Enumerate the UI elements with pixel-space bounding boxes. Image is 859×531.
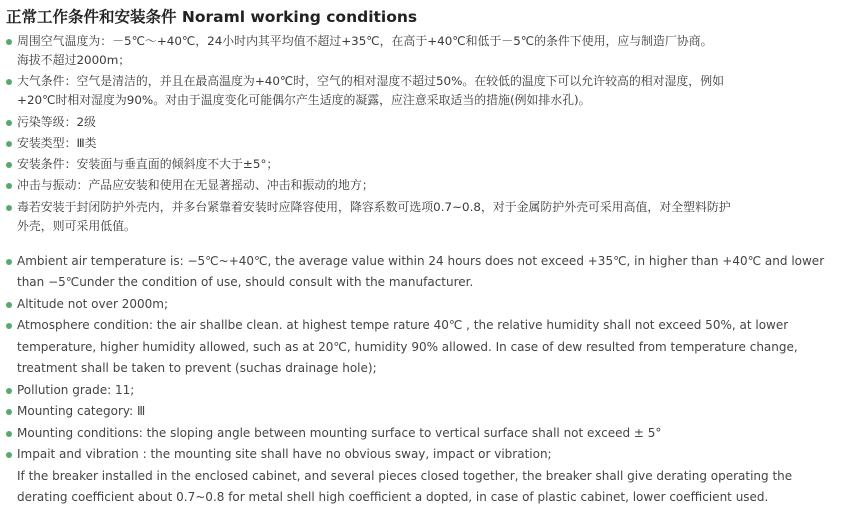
- english-conditions-list: [6, 251, 851, 509]
- zh-item-line: 毒若安装于封闭防护外壳内，并多台紧靠着安装时应降容使用，降容系数可选项0.7~0.8，对于金属防护外壳可采用高值，对全塑料防护: [17, 199, 731, 214]
- zh-item-line: 周围空气温度为：－5℃～+40℃，24小时内其平均值不超过+35℃，在高于+40℃和低于－5℃的条件下使用，应与制造厂协商。: [17, 34, 713, 48]
- zh-item-line: 大气条件：空气是清洁的，并且在最高温度为+40℃时，空气的相对湿度不超过50%。在较低的温度下可以允许较高的相对湿度，例如: [17, 74, 724, 89]
- zh-item: [6, 32, 851, 70]
- zh-item-line: +20℃时相对湿度为90%。对由于温度变化可能偶尔产生适度的凝露，应注意采取适当的措施(例如排水孔)。: [17, 93, 591, 108]
- bullet-dot-icon: [6, 120, 12, 126]
- bullet-dot-icon: [6, 39, 12, 45]
- en-item-line: temperature, higher humidity allowed, such as at 20℃, humidity 90% allowed. In case of dew resulted from temperature change,: [17, 339, 798, 354]
- en-item: [6, 251, 851, 294]
- bullet-dot-icon: [6, 431, 12, 437]
- zh-item: [6, 72, 851, 110]
- en-item-line: treatment shall be taken to prevent (suchas drainage hole);: [17, 361, 377, 376]
- bullet-dot-icon: [6, 388, 12, 394]
- en-item: [6, 444, 851, 509]
- bullet-dot-icon: [6, 141, 12, 147]
- zh-item-line: 海拔不超过2000m；: [17, 53, 131, 67]
- en-item: [6, 423, 851, 445]
- zh-item-line: 外壳，则可采用低值。: [17, 218, 136, 233]
- bullet-dot-icon: [6, 183, 12, 189]
- zh-item-line: 安装条件：安装面与垂直面的倾斜度不大于±5°；: [17, 157, 279, 172]
- en-item-line: Mounting category: Ⅲ: [17, 404, 146, 419]
- en-item: [6, 380, 851, 402]
- bullet-dot-icon: [6, 409, 12, 415]
- bullet-dot-icon: [6, 323, 12, 329]
- bullet-dot-icon: [6, 79, 12, 85]
- zh-item-line: 冲击与振动：产品应安装和使用在无显著摇动、冲击和振动的地方；: [17, 178, 374, 193]
- en-item-line: Ambient air temperature is: −5℃~+40℃, the average value within 24 hours does not exceed +35℃, in higher than +40℃ and lower: [17, 253, 825, 268]
- chinese-conditions-list: [6, 32, 851, 236]
- zh-item-line: 安装类型：Ⅲ类: [17, 135, 97, 150]
- bullet-dot-icon: [6, 302, 12, 308]
- en-item-line: derating coefficient about 0.7~0.8 for metal shell high coefficient a dopted, in case of plastic cabinet, lower coefficient used.: [17, 490, 769, 505]
- zh-item: [6, 113, 851, 132]
- zh-item: [6, 198, 851, 236]
- zh-item: [6, 134, 851, 153]
- zh-item: [6, 176, 851, 195]
- en-item-line: Pollution grade: 11;: [17, 382, 135, 397]
- en-item-line: than −5℃under the condition of use, should consult with the manufacturer.: [17, 275, 474, 290]
- page-title: 正常工作条件和安装条件 Noraml working conditions: [6, 8, 418, 26]
- en-item-line: Atmosphere condition: the air shallbe clean. at highest tempe rature 40℃ , the relative humidity shall not exceed 50%, at lower: [17, 318, 789, 333]
- en-item: [6, 401, 851, 423]
- zh-item-line: 污染等级：2级: [17, 114, 96, 129]
- bullet-dot-icon: [6, 259, 12, 265]
- en-item-line: Impait and vibration : the mounting site shall have no obvious sway, impact or vibration;: [17, 447, 552, 462]
- en-item-line: Mounting conditions: the sloping angle between mounting surface to vertical surface shall not exceed ± 5°: [17, 425, 662, 440]
- en-item: [6, 315, 851, 380]
- bullet-dot-icon: [6, 452, 12, 458]
- bullet-dot-icon: [6, 205, 12, 211]
- bullet-dot-icon: [6, 162, 12, 168]
- zh-item: [6, 155, 851, 174]
- en-item-line: If the breaker installed in the enclosed cabinet, and several pieces closed together, the breaker shall give derating operating the: [17, 468, 793, 483]
- en-item-line: Altitude not over 2000m;: [17, 296, 169, 311]
- en-item: [6, 294, 851, 316]
